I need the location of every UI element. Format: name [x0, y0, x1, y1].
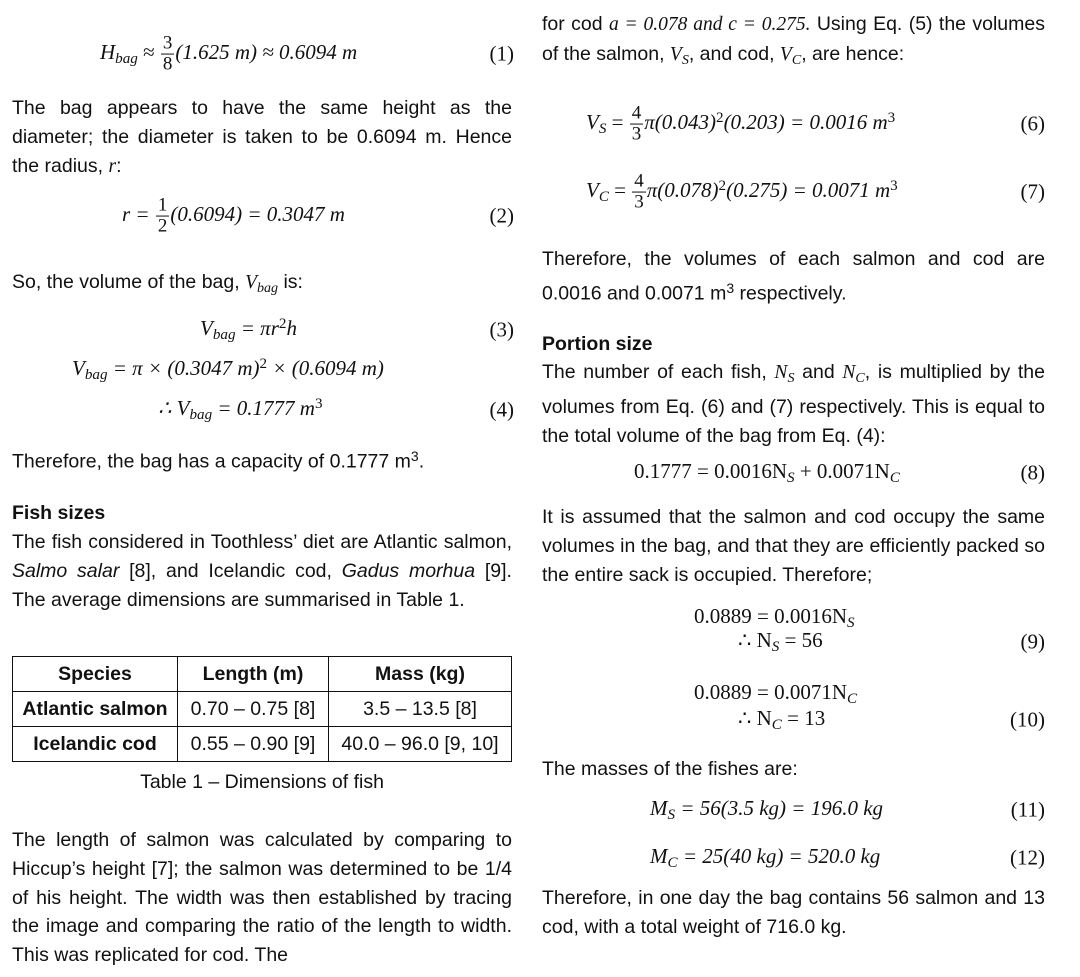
table-cell: 3.5 – 13.5 [8]: [329, 692, 512, 727]
paragraph-fish-masses: The masses of the fishes are:: [542, 758, 798, 780]
equation-9a: $0.0889 = 0.0016N_S$: [694, 603, 855, 632]
table-caption: Table 1 – Dimensions of fish: [140, 771, 384, 793]
equation-3b: $V_{bag} = \pi \times (0.3047$ m)$^2$ × (0.6094 m): [72, 355, 384, 384]
equation-number: (4): [489, 397, 514, 422]
paragraph-fish-volumes: Therefore, the volumes of each salmon and cod are 0.0016 and 0.0071 $m^3$ respectively.: [542, 248, 1045, 305]
equation-number: (10): [1010, 707, 1045, 732]
heading-portion-size: Portion size: [542, 333, 653, 355]
fraction-4-3: $\frac{4}{3}$: [634, 170, 644, 213]
paragraph-bag-capacity: Therefore, the bag has a capacity of 0.1777 $m^3$.: [12, 448, 425, 473]
paragraph-bag-volume: So, the volume of the bag, $V_{bag}$ is:: [12, 271, 303, 296]
equation-number: (9): [1020, 629, 1045, 654]
table-cell: Icelandic cod: [13, 727, 178, 762]
equation-number: (3): [489, 317, 514, 342]
equation-number: (2): [489, 203, 514, 228]
table-cell: 0.55 – 0.90 [9]: [178, 727, 329, 762]
equation-number: (7): [1020, 179, 1045, 204]
table-header: Length (m): [178, 657, 329, 692]
table-header: Mass (kg): [329, 657, 512, 692]
equation-1: $H_{bag}$ ≈ $\frac{3}{8}$ (1.625 m) ≈ 0.6094 m (1): [100, 32, 514, 75]
fraction-3-8: $\frac{3}{8}$: [162, 32, 173, 75]
paragraph-daily-total: Therefore, in one day the bag contains 56 salmon and 13 cod, with a total weight of 716.0 kg.: [542, 887, 1045, 938]
equation-12: $M_C = 25(40$ kg) = 520.0 kg (12): [650, 843, 1045, 872]
table-header: Species: [13, 657, 178, 692]
equation-2: r = $\frac{1}{2}$ (0.6094) = 0.3047 m (2): [122, 194, 514, 237]
equation-number: (12): [1010, 845, 1045, 870]
table-row: [13, 692, 512, 727]
table-cell: 40.0 – 96.0 [9, 10]: [329, 727, 512, 762]
equation-4: ∴ $V_{bag} = 0.1777$ $m^3$ (4): [158, 395, 514, 424]
paragraph-fish-count: The number of each fish, $N_S$ and $N_C$, is multiplied by the volumes from Eq. (6) and (7) respectively. This is equal to the total volume of the bag from Eq. (4):: [542, 361, 1045, 447]
equation-8: $0.1777 = 0.0016N_S + 0.0071N_C$ (8): [634, 458, 1045, 487]
equation-9: ∴ $N_S = 56$ (9): [738, 627, 1045, 656]
equation-7: $V_C$ = $\frac{4}{3}$ $\pi(0.078)^2(0.275) = 0.0071$ $m^3$ (7): [586, 170, 1045, 213]
table-cell: 0.70 – 0.75 [8]: [178, 692, 329, 727]
paragraph-cod-constants: for cod a = 0.078 and c = 0.275. Using Eq. (5) the volumes of the salmon, $V_S$, and cod, $V_C$, are hence:: [542, 13, 1045, 68]
fraction-1-2: $\frac{1}{2}$: [157, 194, 168, 237]
equation-10a: $0.0889 = 0.0071N_C$: [694, 679, 858, 708]
equation-number: (8): [1020, 460, 1045, 485]
equation-11: $M_S = 56(3.5$ kg) = 196.0 kg (11): [650, 795, 1045, 824]
equation-10: ∴ $N_C = 13$ (10): [738, 705, 1045, 734]
table-row: [13, 727, 512, 762]
equation-6: $V_S$ = $\frac{4}{3}$ $\pi(0.043)^2(0.203) = 0.0016$ $m^3$ (6): [586, 102, 1045, 145]
equation-3: $V_{bag} = \pi r^2h$ (3): [200, 315, 514, 344]
paragraph-salmon-length: The length of salmon was calculated by comparing to Hiccup’s height [7]; the salmon was determined to be 1/4 of his height. The width was then established by tracing the image and comparing the ratio of the length to width. This was replicated for cod. The: [12, 829, 512, 967]
paragraph-bag-height: The bag appears to have the same height as the diameter; the diameter is taken to be 0.6094 m. Hence the radius, r:: [12, 97, 512, 177]
heading-fish-sizes: Fish sizes: [12, 502, 106, 524]
table-header-row: [13, 657, 512, 692]
equation-number: (11): [1010, 797, 1045, 822]
fraction-4-3: $\frac{4}{3}$: [631, 102, 642, 145]
paragraph-fish-species: The fish considered in Toothless’ diet are Atlantic salmon, Salmo salar [8], and Icelandic cod, Gadus morhua [9]. The average dimensions are summarised in Table 1.: [12, 531, 512, 611]
paragraph-packing-assumption: It is assumed that the salmon and cod occupy the same volumes in the bag, and that they are efficiently packed so the entire sack is occupied. Therefore;: [542, 506, 1045, 586]
equation-number: (1): [489, 41, 514, 66]
equation-number: (6): [1020, 111, 1045, 136]
table-cell: Atlantic salmon: [13, 692, 178, 727]
fish-dimensions-table: [12, 656, 512, 762]
